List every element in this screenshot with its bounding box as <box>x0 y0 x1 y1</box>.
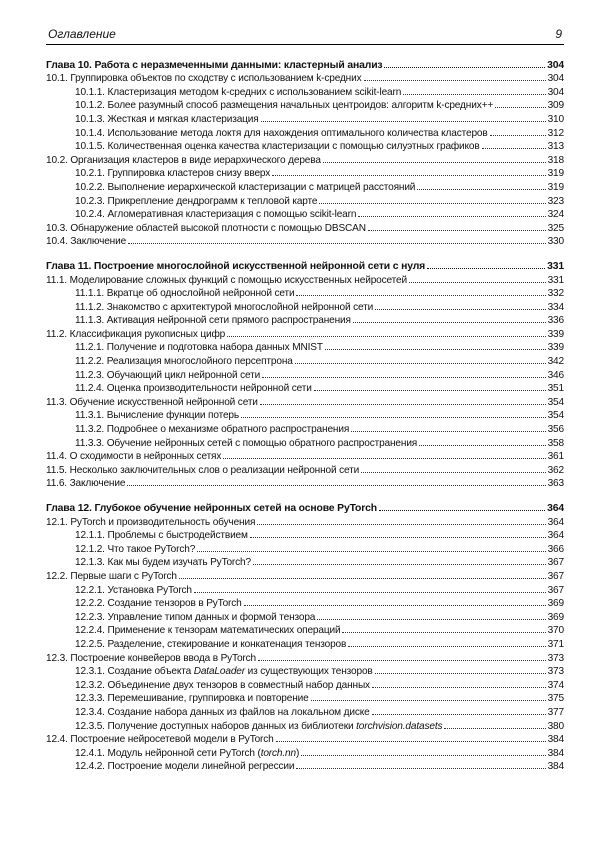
dot-leader <box>348 646 545 647</box>
toc-section-entry <box>46 568 564 582</box>
toc-subsection-entry <box>46 623 564 637</box>
toc-entry-text: 11.3. Обучение искусственной нейронной сети <box>46 396 258 408</box>
running-header-title: Оглавление <box>48 27 116 41</box>
toc-entry-text: 11.1. Моделирование сложных функций с помощью искусственных нейросетей <box>46 274 407 286</box>
toc-entry-text: 11.3.1. Вычисление функции потерь <box>75 410 239 422</box>
toc-subsection-entry <box>46 677 564 691</box>
dot-leader <box>261 121 546 122</box>
toc-subsection-entry <box>46 353 564 367</box>
toc-entry-text: 10.1.3. Жесткая и мягкая кластеризация <box>75 113 259 125</box>
toc-page-number: 363 <box>547 478 564 490</box>
dot-leader <box>323 162 546 163</box>
toc-entry-text: 12.2.4. Применение к тензорам математических операций <box>75 625 341 637</box>
toc-subsection-entry <box>46 125 564 139</box>
toc-entry-text: 12.1.2. Что такое PyTorch? <box>75 543 196 555</box>
toc-page-number: 313 <box>547 141 564 153</box>
toc-entry-text: 11.1.3. Активация нейронной сети прямого распространения <box>75 315 351 327</box>
toc-page-number: 377 <box>547 706 564 718</box>
dot-leader <box>295 363 546 364</box>
toc-entry-text: 12.4.1. Модуль нейронной сети PyTorch ( <box>75 747 261 759</box>
dot-leader <box>244 605 546 606</box>
toc-page-number: 373 <box>547 666 564 678</box>
toc-page-number: 374 <box>547 679 564 691</box>
toc-entry-title <box>75 761 295 772</box>
toc-page-number: 362 <box>547 464 564 476</box>
toc-section-entry <box>46 476 564 490</box>
toc-page-number: 367 <box>547 584 564 596</box>
toc-subsection-entry <box>46 745 564 759</box>
toc-entry-title <box>75 721 443 732</box>
dot-leader <box>372 687 546 688</box>
toc-page-number: 367 <box>547 570 564 582</box>
toc-subsection-entry <box>46 541 564 555</box>
toc-entry-text: 11.1.1. Вкратце об однослойной нейронной сети <box>75 288 295 300</box>
dot-leader <box>490 135 546 136</box>
toc-entry-title <box>75 342 324 353</box>
dot-leader <box>262 377 545 378</box>
dot-leader <box>372 714 546 715</box>
toc-page-number: 336 <box>547 315 564 327</box>
toc-entry-text: 10.4. Заключение <box>46 236 127 248</box>
toc-entry-title <box>46 653 257 664</box>
dot-leader <box>179 578 546 579</box>
toc-page-number: 331 <box>547 274 564 286</box>
toc-entry-text: 10.2.4. Агломеративная кластеризация с помощью scikit-learn <box>75 209 357 221</box>
toc-entry-title <box>46 465 360 476</box>
toc-entry-text: 11.2.4. Оценка производительности нейронной сети <box>75 383 312 395</box>
toc-subsection-entry <box>46 435 564 449</box>
dot-leader <box>384 67 545 68</box>
dot-leader <box>223 458 545 459</box>
toc-page-number: 384 <box>547 734 564 746</box>
toc-entry-title <box>75 585 193 596</box>
toc-chapter-entry <box>46 500 564 514</box>
toc-subsection-entry <box>46 139 564 153</box>
toc-page-number: 324 <box>547 209 564 221</box>
toc-subsection-entry <box>46 555 564 569</box>
toc-section-entry <box>46 272 564 286</box>
toc-page-number: 319 <box>547 181 564 193</box>
toc-page-number: 325 <box>547 222 564 234</box>
toc-entry-text: 12.3.2. Объединение двух тензоров в совместный набор данных <box>75 679 370 691</box>
toc-subsection-entry <box>46 408 564 422</box>
toc-section-entry <box>46 71 564 85</box>
toc-subsection-entry <box>46 193 564 207</box>
toc-entry-text: 12.3.1. Создание объекта <box>75 666 194 678</box>
toc-entry-title <box>46 73 363 84</box>
dot-leader <box>427 268 545 269</box>
toc-entry-title <box>75 544 196 555</box>
toc-entry-title <box>75 639 347 650</box>
toc-entry-title <box>75 707 371 718</box>
toc-subsection-entry <box>46 664 564 678</box>
toc-section-entry <box>46 462 564 476</box>
toc-page-number: 366 <box>547 543 564 555</box>
toc-page-number: 312 <box>547 127 564 139</box>
toc-entry-text: 11.6. Заключение <box>46 478 126 490</box>
dot-leader <box>368 230 546 231</box>
toc-entry-title <box>75 598 243 609</box>
toc-entry-title <box>75 424 350 435</box>
toc-entry-text: 10.1. Группировка объектов по сходству с использованием k-средних <box>46 73 362 85</box>
chapter-spacer <box>46 489 564 500</box>
toc-page-number: 304 <box>547 73 564 85</box>
toc-subsection-entry <box>46 299 564 313</box>
running-header <box>46 26 564 45</box>
toc-entry-text-tail: из существующих тензоров <box>244 666 373 678</box>
toc-page-number: 332 <box>547 288 564 300</box>
toc-page-number: 354 <box>547 410 564 422</box>
toc-entry-title <box>75 141 481 152</box>
dot-leader <box>444 728 545 729</box>
toc-subsection-entry <box>46 596 564 610</box>
toc-page-number: 356 <box>547 424 564 436</box>
toc-entry-text: 11.5. Несколько заключительных слов о реализации нейронной сети <box>46 464 360 476</box>
toc-entry-text: 12.1.1. Проблемы с быстродействием <box>75 530 248 542</box>
toc-subsection-entry <box>46 98 564 112</box>
toc-subsection-entry <box>46 528 564 542</box>
toc-entry-title <box>75 748 300 759</box>
toc-page-number: 309 <box>547 100 564 112</box>
toc-entry-title <box>75 383 313 394</box>
dot-leader <box>495 107 546 108</box>
toc-entry-text: 11.2.2. Реализация многослойного персептрона <box>75 356 293 368</box>
toc-page-number: 339 <box>547 328 564 340</box>
toc-chapter-entry <box>46 258 564 272</box>
dot-leader <box>301 755 545 756</box>
toc-section-entry <box>46 449 564 463</box>
toc-entry-title <box>75 530 249 541</box>
dot-leader <box>314 390 546 391</box>
toc-entry-title <box>46 734 275 745</box>
toc-entry-text: 10.1.5. Количественная оценка качества кластеризации с помощью силуэтных графиков <box>75 141 480 153</box>
toc-entry-title <box>46 275 408 286</box>
toc-entry-text: 10.2.2. Выполнение иерархической кластеризации с матрицей расстояний <box>75 181 416 193</box>
toc-page-number: 346 <box>547 369 564 381</box>
dot-leader <box>358 216 545 217</box>
toc-subsection-entry <box>46 421 564 435</box>
dot-leader <box>296 768 545 769</box>
toc-entry-title <box>75 100 494 111</box>
toc-section-entry <box>46 732 564 746</box>
toc-entry-title <box>75 666 374 677</box>
toc-entry-text: 11.1.2. Знакомство с архитектурой многослойной нейронной сети <box>75 301 374 313</box>
dot-leader <box>353 322 546 323</box>
toc-page-number: 369 <box>547 611 564 623</box>
toc-entry-title <box>75 196 318 207</box>
toc-entry-title <box>75 438 418 449</box>
toc-page-number: 310 <box>547 113 564 125</box>
toc-page-number: 367 <box>547 557 564 569</box>
toc-entry-text: 10.2.1. Группировка кластеров снизу вверх <box>75 168 271 180</box>
toc-entry-text: 10.2.3. Прикрепление дендрограмм к тепловой карте <box>75 195 318 207</box>
toc-entry-text: 11.2.1. Получение и подготовка набора данных MNIST <box>75 342 323 354</box>
dot-leader <box>257 524 545 525</box>
toc-subsection-entry <box>46 340 564 354</box>
toc-entry-text: 12.2.5. Разделение, стекирование и конкатенация тензоров <box>75 638 347 650</box>
dot-leader <box>258 660 546 661</box>
toc-entry-code-name: DataLoader <box>193 666 245 678</box>
toc-chapter-title: Глава 12. Глубокое обучение нейронных сетей на основе PyTorch <box>46 503 377 514</box>
toc-entry-text: 12.1. PyTorch и производительность обучения <box>46 516 256 528</box>
dot-leader <box>197 551 545 552</box>
toc-entry-text: 11.2.3. Обучающий цикл нейронной сети <box>75 369 261 381</box>
toc-entry-text: 12.1.3. Как мы будем изучать PyTorch? <box>75 557 251 569</box>
toc-subsection-entry <box>46 381 564 395</box>
dot-leader <box>375 673 546 674</box>
toc-entry-text: 12.3.5. Получение доступных наборов данных из библиотеки <box>75 720 357 732</box>
toc-subsection-entry <box>46 759 564 773</box>
toc-entry-title <box>75 356 294 367</box>
toc-subsection-entry <box>46 609 564 623</box>
toc-entry-title <box>75 114 260 125</box>
toc-page-number: 371 <box>547 638 564 650</box>
toc-subsection-entry <box>46 286 564 300</box>
dot-leader <box>482 148 546 149</box>
toc-entry-text: 12.3. Построение конвейеров ввода в PyTorch <box>46 652 256 664</box>
dot-leader <box>276 741 546 742</box>
toc-page-number: 384 <box>547 761 564 773</box>
toc-entry-title <box>75 168 271 179</box>
dot-leader <box>419 445 545 446</box>
dot-leader <box>127 485 545 486</box>
toc-entry-text: 10.1.4. Использование метода локтя для нахождения оптимального количества кластеров <box>75 127 488 139</box>
toc-entry-code-name: torch.nn <box>260 747 296 759</box>
toc-entry-text: 12.2.2. Создание тензоров в PyTorch <box>75 598 242 610</box>
dot-leader <box>272 175 545 176</box>
dot-leader <box>409 282 546 283</box>
toc-entry-text: 11.2. Классификация рукописных цифр <box>46 328 226 340</box>
toc-entry-title <box>75 315 352 326</box>
dot-leader <box>227 336 545 337</box>
toc-page-number: 330 <box>547 236 564 248</box>
toc-entry-text: 11.3.2. Подробнее о механизме обратного распространения <box>75 424 350 436</box>
dot-leader <box>260 404 546 405</box>
toc-page-number: 339 <box>547 342 564 354</box>
dot-leader <box>250 537 546 538</box>
toc-subsection-entry <box>46 166 564 180</box>
toc-entry-title <box>75 209 357 220</box>
toc-subsection-entry <box>46 367 564 381</box>
dot-leader <box>375 309 545 310</box>
toc-page-number: 354 <box>547 396 564 408</box>
toc-subsection-entry <box>46 582 564 596</box>
dot-leader <box>319 203 545 204</box>
toc-section-entry <box>46 220 564 234</box>
chapter-spacer <box>46 247 564 258</box>
toc-entry-title <box>75 87 402 98</box>
toc-entry-title <box>46 329 226 340</box>
toc-page-number: 364 <box>547 503 564 514</box>
toc-subsection-entry <box>46 691 564 705</box>
toc-entry-title <box>46 517 256 528</box>
toc-subsection-entry <box>46 179 564 193</box>
dot-leader <box>194 592 546 593</box>
toc-page-number: 351 <box>547 383 564 395</box>
toc-entry-title <box>46 571 178 582</box>
toc-section-entry <box>46 326 564 340</box>
dot-leader <box>128 243 546 244</box>
toc-subsection-entry <box>46 704 564 718</box>
toc-chapter-entry <box>46 57 564 71</box>
toc-page-number: 364 <box>547 516 564 528</box>
toc-page-number: 380 <box>547 720 564 732</box>
toc-entry-title <box>46 223 367 234</box>
dot-leader <box>364 80 546 81</box>
toc-page-number: 323 <box>547 195 564 207</box>
toc-entry-title <box>75 128 489 139</box>
toc-subsection-entry <box>46 636 564 650</box>
toc-section-entry <box>46 394 564 408</box>
toc-entry-title <box>75 182 416 193</box>
toc-page-number: 304 <box>547 59 564 71</box>
toc-section-entry <box>46 234 564 248</box>
toc-entry-title <box>46 478 126 489</box>
toc-entry-title <box>75 370 261 381</box>
dot-leader <box>241 417 546 418</box>
toc-page-number: 334 <box>547 301 564 313</box>
dot-leader <box>296 295 545 296</box>
dot-leader <box>351 431 545 432</box>
toc-page-number: 370 <box>547 625 564 637</box>
toc-entry-title <box>75 288 295 299</box>
toc-entry-title <box>75 302 374 313</box>
dot-leader <box>379 510 545 511</box>
toc-entry-title <box>46 397 259 408</box>
toc-page-number: 364 <box>547 530 564 542</box>
toc-entry-text: 11.4. О сходимости в нейронных сетях <box>46 451 222 463</box>
toc-entry-text: 12.4.2. Построение модели линейной регрессии <box>75 761 295 773</box>
toc-page-number: 375 <box>547 693 564 705</box>
toc-entry-text: 10.1.2. Более разумный способ размещения начальных центроидов: алгоритм k-средних++ <box>75 100 494 112</box>
dot-leader <box>311 700 546 701</box>
toc-page-number: 318 <box>547 154 564 166</box>
dot-leader <box>342 632 545 633</box>
toc-section-entry <box>46 514 564 528</box>
toc-entry-text: 10.2. Организация кластеров в виде иерархического дерева <box>46 154 321 166</box>
toc-entry-text: 10.3. Обнаружение областей высокой плотности с помощью DBSCAN <box>46 222 366 234</box>
toc-entry-title <box>75 693 310 704</box>
toc-entry-text: 11.3.3. Обучение нейронных сетей с помощью обратного распространения <box>75 437 418 449</box>
dot-leader <box>417 189 545 190</box>
toc-subsection-entry <box>46 84 564 98</box>
toc-entry-title <box>46 236 127 247</box>
toc-page-number: 369 <box>547 598 564 610</box>
toc-entry-title <box>75 612 316 623</box>
toc-page-number: 373 <box>547 652 564 664</box>
toc-page-number: 384 <box>547 747 564 759</box>
toc-page-number: 331 <box>547 260 564 272</box>
toc-page-number: 361 <box>547 451 564 463</box>
toc-subsection-entry <box>46 313 564 327</box>
toc-entry-text: 12.2. Первые шаги с PyTorch <box>46 570 177 582</box>
toc-page-number: 304 <box>547 86 564 98</box>
toc-entry-text: 12.2.1. Установка PyTorch <box>75 584 192 596</box>
toc-chapter-title: Глава 11. Построение многослойной искусственной нейронной сети с нуля <box>46 260 426 272</box>
toc-entry-text: 12.4. Построение нейросетевой модели в PyTorch <box>46 734 274 746</box>
dot-leader <box>253 564 546 565</box>
toc-entry-title <box>46 451 222 462</box>
toc-entry-text: 12.2.3. Управление типом данных и формой тензора <box>75 611 316 623</box>
page-number: 9 <box>555 27 562 41</box>
toc-page-number: 342 <box>547 356 564 368</box>
toc-subsection-entry <box>46 111 564 125</box>
table-of-contents <box>46 57 564 772</box>
toc-page-number: 319 <box>547 168 564 180</box>
toc-entry-code-name: torchvision.datasets <box>356 720 443 732</box>
toc-section-entry <box>46 650 564 664</box>
toc-section-entry <box>46 152 564 166</box>
dot-leader <box>361 472 545 473</box>
toc-entry-text: 12.3.4. Создание набора данных из файлов на локальном диске <box>75 706 370 718</box>
toc-entry-title <box>75 680 371 691</box>
dot-leader <box>317 619 545 620</box>
toc-entry-title <box>75 557 252 568</box>
toc-subsection-entry <box>46 718 564 732</box>
toc-chapter-title: Глава 10. Работа с неразмеченными данными: кластерный анализ <box>46 59 383 71</box>
toc-entry-text: 10.1.1. Кластеризация методом k-средних с использованием scikit-learn <box>75 86 402 98</box>
dot-leader <box>403 94 545 95</box>
toc-entry-title <box>46 155 322 166</box>
toc-entry-title <box>75 625 341 636</box>
toc-entry-title <box>75 410 240 421</box>
toc-entry-text-tail: ) <box>295 747 300 759</box>
toc-entry-text: 12.3.3. Перемешивание, группировка и повторение <box>75 693 309 705</box>
toc-subsection-entry <box>46 207 564 221</box>
dot-leader <box>325 349 546 350</box>
toc-page-number: 358 <box>547 437 564 449</box>
